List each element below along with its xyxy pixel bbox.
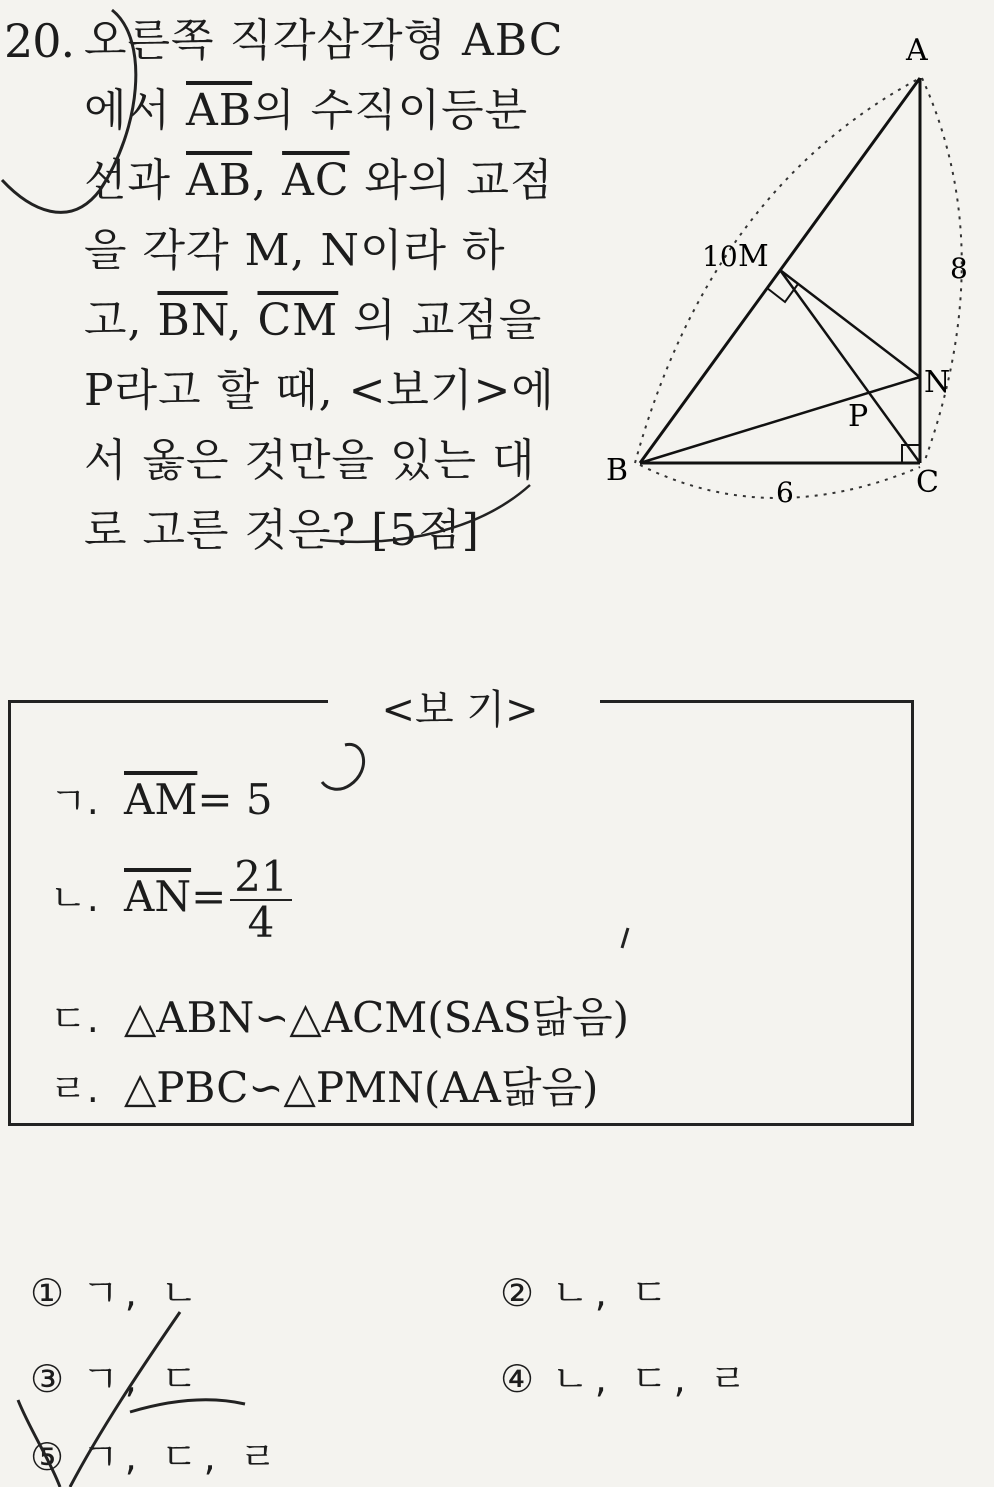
bogi-item-1: ㄱ. $\overline{AM}= 5$	[50, 775, 273, 824]
segment-mn	[780, 270, 920, 377]
label-bc-length: 6	[776, 476, 794, 509]
segment-ac: $\overline{AC}$	[282, 155, 350, 206]
question-line: 고, $\overline{BN}$, $\overline{CM}$ 의 교점을	[84, 295, 543, 346]
segment-cm	[780, 270, 920, 463]
label-m: M	[738, 239, 769, 274]
question-line: 서 옳은 것만을 있는 대	[84, 435, 536, 486]
segment-bn: $\overline{BN}$	[157, 295, 228, 346]
segment-cm: $\overline{CM}$	[257, 295, 339, 346]
choice-2[interactable]: ② ㄴ, ㄷ	[500, 1271, 674, 1315]
question-text	[84, 6, 584, 566]
question-line: P라고 할 때, <보기>에	[84, 365, 555, 416]
bogi-item-4: ㄹ. △PBC∽△PMN(AA닮음)	[50, 1063, 599, 1112]
choice-3[interactable]: ③ ㄱ, ㄷ	[30, 1357, 204, 1401]
question-line: 에서 $\overline{AB}$의 수직이등분	[84, 85, 529, 136]
segment-an: $\overline{AN}$	[124, 872, 192, 921]
question-number: 20.	[4, 14, 75, 68]
fraction: $\frac{21}{4}$	[230, 855, 291, 945]
bogi-border-top-left	[8, 700, 328, 703]
question-line: 오른쪽 직각삼각형 ABC	[84, 15, 564, 66]
label-ab-length: 10	[702, 240, 738, 273]
triangle-figure	[590, 20, 990, 520]
label-p: P	[848, 399, 869, 434]
segment-bn	[640, 377, 920, 463]
choice-1[interactable]: ① ㄱ, ㄴ	[30, 1271, 204, 1315]
segment-am: $\overline{AM}$	[124, 775, 198, 824]
bogi-item-2: ㄴ. $\overline{AN}=$ $\frac{21}{4}$	[50, 855, 292, 945]
question-line: 선과 $\overline{AB}$, $\overline{AC}$ 와의 교점	[84, 155, 554, 206]
label-b: B	[606, 453, 629, 488]
label-ac-length: 8	[950, 252, 968, 285]
label-n: N	[924, 365, 951, 400]
label-c: C	[916, 465, 939, 500]
choice-5[interactable]: ⑤ ㄱ, ㄷ, ㄹ	[30, 1435, 283, 1479]
question-line: 을 각각 M, N이라 하	[84, 225, 506, 276]
bogi-title: <보 기>	[381, 687, 539, 733]
choice-4[interactable]: ④ ㄴ, ㄷ, ㄹ	[500, 1357, 753, 1401]
question-line: 로 고른 것은? [5점]	[84, 505, 480, 556]
label-a: A	[906, 33, 928, 68]
bogi-item-3: ㄷ. △ABN∽△ACM(SAS닮음)	[50, 993, 629, 1042]
segment-ab: $\overline{AB}$	[186, 155, 253, 206]
bogi-border-top-right	[600, 700, 914, 703]
segment-ab: $\overline{AB}$	[186, 85, 253, 136]
